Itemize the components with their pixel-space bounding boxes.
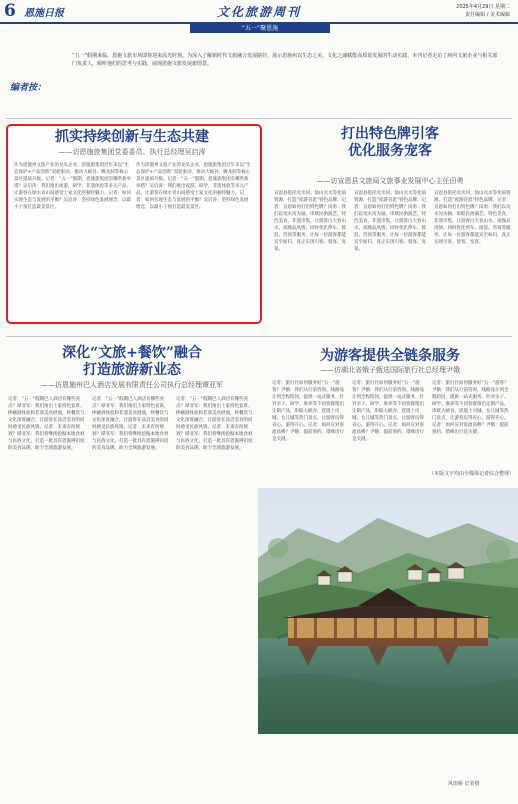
article-3-body-col-3: 记者：“五一”假期巴人酒店有哪些亮点？谭亚军：我们推出土家特色宴席、摔碗酒体验和非遗美食展演，将餐饮与文化深度融合，让游客在品尝美食的同时感受民族风情。记者：未来有何规划？谭亚军：我们将继续挖掘本地食材与民俗文化，打造一批具有恩施辨识度的美食品牌，助力全域旅游发展。 xyxy=(176,397,253,451)
article-2-body-col-3: 宣恩县依托贡水河、仙山贡水等优质资源，打造“夜游宣恩”特色品牌。记者：宣恩如何打出特色牌？田勇：我们以贡水河为轴，串联民俗演艺、特色美食、非遗市集，让游客白天看山水、夜晚品风情。同时优化停车、接驳、咨询等服务，让每一位游客都能宾至如归，真正实现引客、留客、宠客。 xyxy=(434,191,511,245)
article-1-body-col-2: 作为恩施州文旅产业的龙头企业，恩施旅集团近年来以“生态保护+产品创新”双轮驱动，推动大峡谷、腾龙洞等核心景区提质升级。记者：“五一”假期，恩施旅集团有哪些新举措？吴启涛：我们推出夜游、研学、非遗体验等多元产品，让游客在绿水青山间感受土家文化的独特魅力。记者：如何实现生态与发展的平衡？吴启涛：坚持绿色发展理念，以最小干预打造最美景区。 xyxy=(136,163,251,210)
article-3-headline: 深化“文旅+餐饮”融合 打造旅游新业态 xyxy=(62,345,202,378)
article-3-subhead: ——访恩施州巴人酒店发展有限责任公司执行总经理谭亚军 xyxy=(41,381,223,389)
article-4-body-col-3: 记者：旅行社如何服务好“五一”游客？尹娥：我们从行前咨询、线路设计到全程陪同，提供一站式服务。针对亲子、研学、康养等不同客群推出定制产品，串联大峡谷、恩施土司城、女儿城等热门景点，让游客玩得省心、游得开心。记者：如何应对客流高峰？尹娥：提前预约、错峰出行是关键。 xyxy=(432,381,509,435)
article-1-body-col-1: 作为恩施州文旅产业的龙头企业，恩施旅集团近年来以“生态保护+产品创新”双轮驱动，推动大峡谷、腾龙洞等核心景区提质升级。记者：“五一”假期，恩施旅集团有哪些新举措？吴启涛：我们推出夜游、研学、非遗体验等多元产品，让游客在绿水青山间感受土家文化的独特魅力。记者：如何实现生态与发展的平衡？吴启涛：坚持绿色发展理念，以最小干预打造最美景区。 xyxy=(14,163,132,210)
masthead xyxy=(0,0,518,22)
date-line: 2025年4月29日 星期二 xyxy=(456,4,510,10)
article-2-body-col-1: 宣恩县依托贡水河、仙山贡水等优质资源，打造“夜游宣恩”特色品牌。记者：宣恩如何打出特色牌？田勇：我们以贡水河为轴，串联民俗演艺、特色美食、非遗市集，让游客白天看山水、夜晚品风情。同时优化停车、接驳、咨询等服务，让每一位游客都能宾至如归，真正实现引客、留客、宠客。 xyxy=(274,191,347,252)
article-2-body-col-2: 宣恩县依托贡水河、仙山贡水等优质资源，打造“夜游宣恩”特色品牌。记者：宣恩如何打出特色牌？田勇：我们以贡水河为轴，串联民俗演艺、特色美食、非遗市集，让游客白天看山水、夜晚品风情。同时优化停车、接驳、咨询等服务，让每一位游客都能宾至如归，真正实现引客、留客、宠客。 xyxy=(354,191,427,252)
editor-note xyxy=(10,52,498,112)
divider xyxy=(6,118,512,119)
divider xyxy=(6,336,512,337)
article-4-body-col-1: 记者：旅行社如何服务好“五一”游客？尹娥：我们从行前咨询、线路设计到全程陪同，提供一站式服务。针对亲子、研学、康养等不同客群推出定制产品，串联大峡谷、恩施土司城、女儿城等热门景点，让游客玩得省心、游得开心。记者：如何应对客流高峰？尹娥：提前预约、错峰出行是关键。 xyxy=(272,381,344,442)
page-number: 6 xyxy=(4,1,16,21)
article-1-subhead: ——访恩施旅集团党委委员、执行总经理吴启涛 xyxy=(58,148,206,156)
article-4-headline: 为游客提供全链条服务 xyxy=(320,348,460,364)
photo-note: （本版文字均由全媒体记者综合整理） xyxy=(428,471,514,477)
section-banner: “五一”聚恩施 xyxy=(190,24,330,33)
article-2-headline: 打出特色牌引客 优化服务宠客 xyxy=(341,126,439,159)
editor-note-label: 编者按： xyxy=(10,83,47,93)
department-title: 文化旅游周刊 xyxy=(216,5,301,19)
article-4-subhead: ——访湖北省娥子甄选国际旅行社总经理尹娥 xyxy=(320,366,460,374)
article-2-subhead: ——访宣恩县文旅局文旅事业发展中心主任田勇 xyxy=(316,177,464,185)
landscape-photo xyxy=(258,488,518,734)
editor-note-text: “五一”假期来临，恩施文旅市场即将迎来高光时刻。为深入了解新时代文旅融合发展路径，展示恩施州以生态之美、文化之魂赋能高质量发展的生动实践，本刊记者走访了州内文旅企业与相关部门负责人，倾听他们的思考与实践，展现恩施文旅发展新图景。 xyxy=(72,53,498,67)
paper-name: 恩施日报 xyxy=(24,8,64,19)
article-4-body-col-2: 记者：旅行社如何服务好“五一”游客？尹娥：我们从行前咨询、线路设计到全程陪同，提供一站式服务。针对亲子、研学、康养等不同客群推出定制产品，串联大峡谷、恩施土司城、女儿城等热门景点，让游客玩得省心、游得开心。记者：如何应对客流高峰？尹娥：提前预约、错峰出行是关键。 xyxy=(352,381,424,442)
article-3-body-col-1: 记者：“五一”假期巴人酒店有哪些亮点？谭亚军：我们推出土家特色宴席、摔碗酒体验和非遗美食展演，将餐饮与文化深度融合，让游客在品尝美食的同时感受民族风情。记者：未来有何规划？谭亚军：我们将继续挖掘本地食材与民俗文化，打造一批具有恩施辨识度的美食品牌，助力全域旅游发展。 xyxy=(8,397,85,451)
article-1-headline: 抓实持续创新与生态共建 xyxy=(55,129,209,145)
photo-credit: 风雨桥 记者摄 xyxy=(448,781,480,787)
covered-bridge-illustration xyxy=(258,488,518,734)
editor-line: 责任编辑 / 美术编辑 xyxy=(465,12,510,18)
article-3-body-col-2: 记者：“五一”假期巴人酒店有哪些亮点？谭亚军：我们推出土家特色宴席、摔碗酒体验和非遗美食展演，将餐饮与文化深度融合，让游客在品尝美食的同时感受民族风情。记者：未来有何规划？谭亚军：我们将继续挖掘本地食材与民俗文化，打造一批具有恩施辨识度的美食品牌，助力全域旅游发展。 xyxy=(92,397,169,451)
